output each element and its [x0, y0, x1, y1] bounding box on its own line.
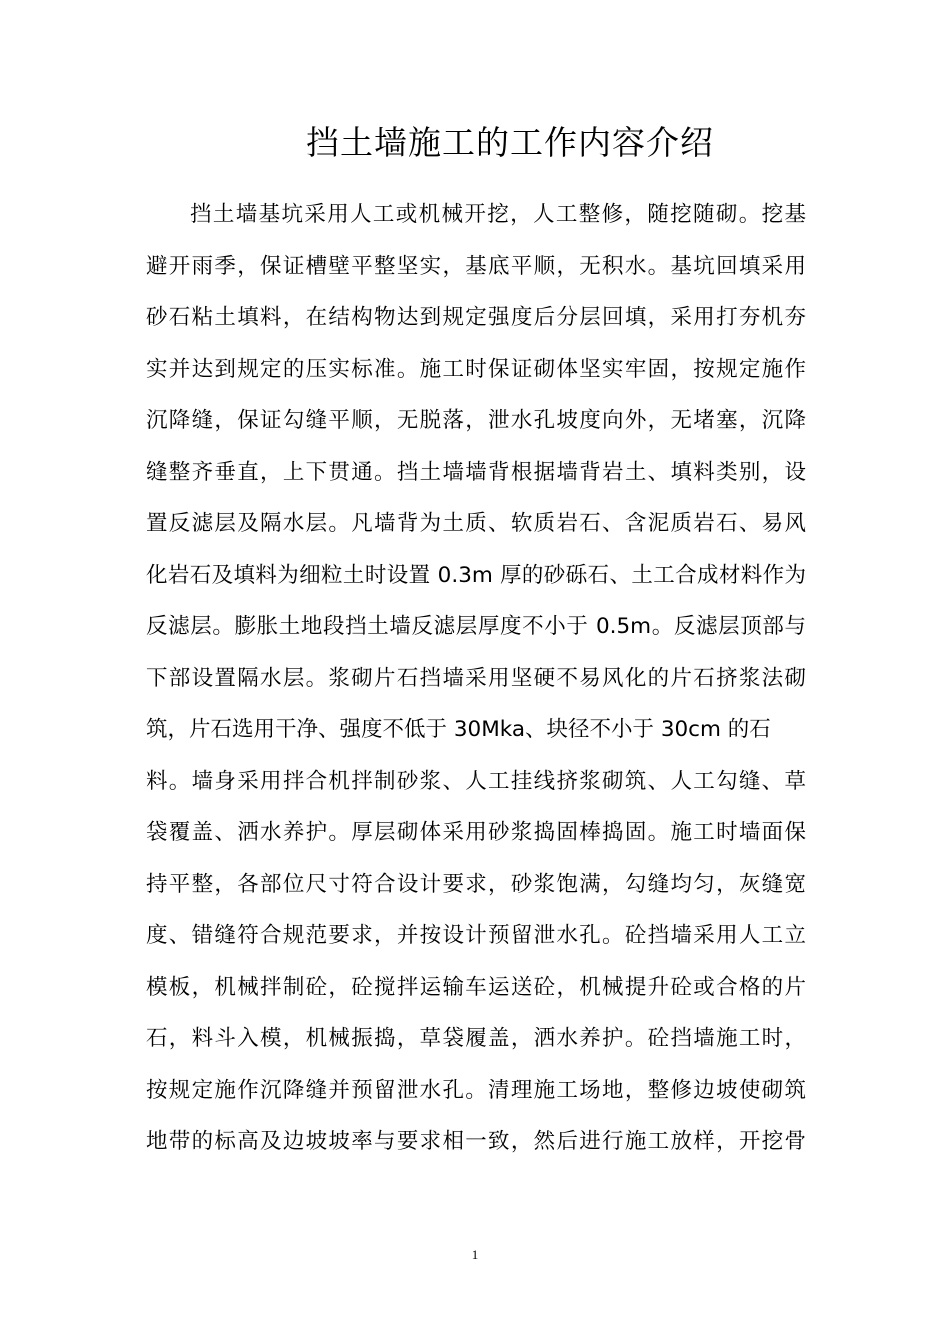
- paragraph-line: 按规定施作沉降缝并预留泄水孔。清理施工场地，整修边坡使砌筑: [146, 1077, 806, 1103]
- paragraph-line: 反滤层。膨胀土地段挡土墙反滤层厚度不小于 0.5m。反滤层顶部与: [146, 614, 806, 639]
- paragraph-line: 实并达到规定的压实标准。施工时保证砌体坚实牢固，按规定施作: [146, 356, 806, 382]
- paragraph-line: 度、错缝符合规范要求，并按设计预留泄水孔。砼挡墙采用人工立: [146, 923, 806, 948]
- paragraph-line: 模板，机械拌制砼，砼搅拌运输车运送砼，机械提升砼或合格的片: [146, 974, 806, 1000]
- paragraph-line: 石，料斗入模，机械振捣，草袋履盖，洒水养护。砼挡墙施工时，: [146, 1026, 806, 1051]
- page-number: 1: [471, 1247, 479, 1262]
- paragraph-line: 置反滤层及隔水层。凡墙背为土质、软质岩石、含泥质岩石、易风: [146, 511, 806, 536]
- paragraph-line: 避开雨季，保证槽壁平整坚实，基底平顺，无积水。基坑回填采用: [146, 253, 806, 279]
- document-title: 挡土墙施工的工作内容介绍: [306, 123, 714, 162]
- paragraph-line: 挡土墙基坑采用人工或机械开挖，人工整修，随挖随砌。挖基: [190, 202, 806, 227]
- paragraph-line: 下部设置隔水层。浆砌片石挡墙采用坚硬不易风化的片石挤浆法砌: [146, 665, 806, 691]
- paragraph-line: 砂石粘土填料，在结构物达到规定强度后分层回填，采用打夯机夯: [146, 305, 806, 330]
- paragraph-line: 筑，片石选用干净、强度不低于 30Mka、块径不小于 30cm 的石: [146, 717, 771, 742]
- paragraph-line: 料。墙身采用拌合机拌制砂浆、人工挂线挤浆砌筑、人工勾缝、草: [146, 768, 806, 794]
- paragraph-line: 袋覆盖、洒水养护。厚层砌体采用砂浆捣固棒捣固。施工时墙面保: [146, 820, 806, 845]
- paragraph-line: 化岩石及填料为细粒土时设置 0.3m 厚的砂砾石、土工合成材料作为: [146, 562, 806, 588]
- body-paragraph: [146, 189, 806, 1168]
- paragraph-line: 地带的标高及边坡坡率与要求相一致，然后进行施工放样，开挖骨: [146, 1129, 806, 1154]
- paragraph-line: 沉降缝，保证勾缝平顺，无脱落，泄水孔坡度向外，无堵塞，沉降: [146, 408, 806, 433]
- title-container: [250, 118, 770, 168]
- paragraph-line: 持平整，各部位尺寸符合设计要求，砂浆饱满，勾缝均匀，灰缝宽: [146, 871, 806, 897]
- paragraph-line: 缝整齐垂直，上下贯通。挡土墙墙背根据墙背岩土、填料类别，设: [146, 459, 806, 485]
